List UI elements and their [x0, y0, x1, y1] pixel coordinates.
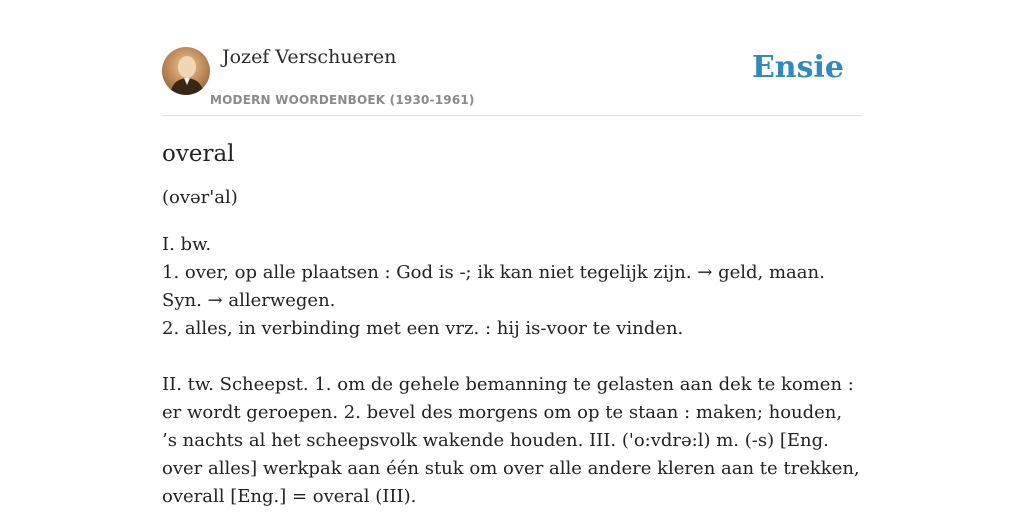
- author-name[interactable]: Jozef Verschueren: [222, 46, 397, 68]
- author-avatar[interactable]: [162, 47, 210, 95]
- entry-definition: [162, 231, 862, 511]
- brand-logo[interactable]: Ensie: [751, 50, 844, 85]
- portrait-icon: [162, 47, 210, 95]
- entry-headword: overal: [162, 141, 235, 167]
- entry-pronunciation: (ovər'al): [162, 187, 238, 208]
- definition-paragraph: II. tw. Scheepst. 1. om de gehele bemanning te gelasten aan dek te komen : er wordt geroepen. 2. bevel des morgens om op te staan : maken; houden, ’s nachts al het scheepsvolk wakende houden. III. ('o:vdrə:l) m. (-s) [Eng. over alles] werkpak aan één stuk om over alle andere kleren aan te trekken, overall [Eng.] = overal (III).: [162, 374, 860, 507]
- definition-line: 2. alles, in verbinding met een vrz. : hij is-voor te vinden.: [162, 318, 684, 339]
- definition-line: I. bw.: [162, 234, 212, 255]
- header: [162, 40, 862, 116]
- entry-content: [162, 138, 862, 511]
- paragraph-gap: [162, 343, 862, 371]
- source-title[interactable]: MODERN WOORDENBOEK (1930-1961): [210, 93, 475, 107]
- definition-line: 1. over, op alle plaatsen : God is -; ik kan niet tegelijk zijn. → geld, maan. Syn. → allerwegen.: [162, 262, 825, 311]
